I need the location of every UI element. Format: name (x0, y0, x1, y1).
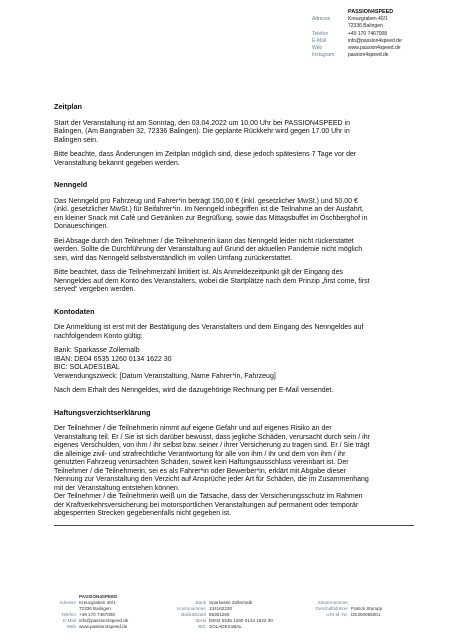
section-title-kontodaten: Kontodaten (54, 306, 95, 316)
letterhead-label: Adresse (312, 16, 331, 23)
letterhead-row (312, 31, 450, 38)
text-line: Nenngeldes auf dem Konto des Veranstalters, wobei die Startplätze nach dem Prinzip „first come, first (54, 277, 370, 285)
text-line: Start der Veranstaltung ist am Sonntag, den 03.04.2022 um 10.00 Uhr bei PASSION4SPEED in (54, 119, 350, 127)
paragraph (54, 151, 414, 168)
letterhead-value: www.passion4speed.de (348, 45, 401, 52)
letterhead-value: +49 170 7467008 (348, 30, 388, 37)
letterhead-label: Instagram (312, 52, 335, 59)
paragraph (54, 387, 414, 396)
letterhead-row (312, 45, 450, 52)
footer-tax (300, 600, 382, 618)
footer-value: Patrick Stumpp (351, 606, 383, 612)
text-line: Die Anmeldung ist erst mit der Bestätigung des Veranstalters und dem Eingang des Nenngeldes auf (54, 324, 364, 331)
footer-value: 65351260 (209, 612, 230, 618)
text-line: Veranstaltung bekannt gegeben werden. (54, 159, 180, 167)
footer-company: PASSION4SPEED (79, 594, 118, 599)
letterhead-value: info@passion4speed.de (348, 37, 402, 44)
bank-name: Bank: Sparkasse Zollernalb (54, 347, 140, 354)
bank-details (54, 347, 414, 381)
text-line: Balingen, (Am Bangraben 32, 72336 Balingen). Die geplante Rückkehr wird gegen 17.00 Uhr in (54, 128, 350, 135)
section-title-nenngeld: Nenngeld (54, 180, 88, 189)
bank-reference: Verwendungszweck: [Datum Veranstaltung, Name Fahrer*in, Fahrzeug] (54, 372, 276, 380)
paragraph (54, 120, 414, 146)
paragraph (54, 324, 414, 341)
letterhead-label (312, 23, 348, 30)
footer-label: Kontonummer (177, 606, 206, 612)
footer-label: Steuernummer (317, 600, 348, 605)
letterhead-row (312, 23, 450, 30)
section-title-zeitplan: Zeitplan (54, 102, 82, 111)
footer-contact (54, 594, 128, 631)
text-line: genutzten Fahrzeug verursachten Schäden, soweit kein Haftungsausschluss vereinbart ist. Der (54, 459, 349, 466)
letterhead-row (312, 38, 450, 45)
text-line: (inkl. gesetzlicher MwSt.) für Beifahrer*in. Im Nenngeld inbegriffen ist die Teilnahme an der Ausfahrt, (54, 206, 364, 213)
footer-value: DE300065001 (351, 612, 381, 618)
footer-value: DE04 6535 1260 0134 1622 30 (209, 618, 273, 624)
letterhead-value: passion4speed.de (348, 52, 389, 59)
footer-label: Geschäftsführer (315, 606, 348, 612)
footer-label: IBAN (195, 618, 206, 624)
letterhead-label: Web (312, 45, 323, 52)
footer-label: Adresse (59, 600, 76, 606)
letterhead-row (312, 16, 450, 23)
text-line: served“ vergeben werden. (54, 286, 136, 293)
text-line: der Kraftverkehrsversicherung bei motorsportlichen Veranstaltungen auf permanent oder temporär (54, 501, 359, 509)
text-line: Das Nenngeld pro Fahrzeug und Fahrer*in beträgt 150,00 € (inkl. gesetzlicher MwSt.) und 50,00 € (54, 197, 358, 205)
text-line: eigenes Verschulden, von ihm / ihr selbst bzw. seiner / ihrer Versicherung zu tragen sind. Er / Sie trägt (54, 442, 370, 449)
paragraph (54, 425, 414, 519)
text-line: mit der Veranstaltung entstehen können. (54, 484, 180, 492)
paragraph (54, 269, 414, 295)
text-line: Der Teilnehmer / die Teilnehmerin weiß um die Tatsache, dass der Versicherungsschutz im Rahmen (54, 493, 363, 500)
text-line: nachfolgendem Konto gültig: (54, 332, 143, 340)
footer-row (300, 612, 382, 618)
footer-label: E-Mail (62, 618, 76, 624)
bank-bic: BIC: SOLADES1BAL (54, 364, 120, 371)
text-line: ein kleiner Snack mit Café und Getränken zur Begrüßung, sowie das Mittagsbuffet im Öschberghof in (54, 214, 368, 222)
text-line: Teilnehmer / die Teilnehmerin, sei es als Fahrer*in oder Bewerber*in, erklärt mit Abgabe dieser (54, 467, 347, 475)
footer-value: www.passion4speed.de (79, 624, 128, 630)
text-line: Donaueschingen. (54, 223, 109, 230)
paragraph (54, 238, 414, 264)
footer-label: USt-Id.-Nr. (326, 612, 348, 618)
text-line: sein, wird das Nenngeld selbstverständlich im vollen Umfang zurückerstattet. (54, 254, 293, 262)
footer-value: info@passion4speed.de (79, 618, 129, 624)
footer-value: Kreuzgraben 40/1 (79, 600, 116, 606)
text-line: Veranstaltung teil. Er / Sie ist sich darüber bewusst, dass jegliche Schäden, verursacht durch sein / ihr (54, 433, 370, 441)
footer-value: 134162230 (209, 606, 232, 612)
footer-label: Bank (195, 600, 206, 605)
footer-value: SOLADES1BAL (209, 624, 242, 630)
footer-label: BIC (198, 624, 206, 630)
letterhead-value: Kreuzgraben 40/1 (348, 16, 388, 23)
footer-value: +49 170 7467008 (79, 612, 115, 618)
text-line: abgesperrten Strecken gegebenenfalls nicht gegeben ist. (54, 510, 232, 517)
bank-iban: IBAN: DE04 6535 1260 0134 1622 30 (54, 355, 172, 363)
text-line: Nennung zur Veranstaltung den Verzicht auf Ansprüche jeder Art für Schäden, die im Zusammenhang (54, 476, 369, 483)
text-line: Balingen sein. (54, 136, 98, 144)
footer-label: Bankleitzahl (181, 612, 206, 618)
text-line: werden. Sollte die Durchführung der Veranstaltung auf Grund der aktuellen Pandemie nicht möglich (54, 246, 363, 253)
text-line: Nach dem Erhalt des Nenngeldes, wird die dazugehörige Rechnung per E-Mail versendet. (54, 387, 334, 394)
footer-label: Web (66, 624, 76, 630)
section-title-haftung: Haftungsverzichtserklärung (54, 407, 151, 417)
paragraph (54, 198, 414, 232)
footer-value: 72336 Balingen (79, 606, 111, 612)
footer-row (168, 624, 273, 630)
document-body (54, 103, 414, 525)
letterhead-company: PASSION4SPEED (348, 9, 394, 15)
text-line: die alleinige zivil- und strafrechtliche Verantwortung für alle von ihm / ihr und dem von ihm / ihr (54, 450, 346, 458)
text-line: Bitte beachtet, dass die Teilnehmerzahl limitiert ist. Als Anmeldezeitpunkt gilt der Eingang des (54, 269, 343, 276)
footer-bank (168, 600, 273, 630)
footer-label: Telefon (61, 612, 76, 618)
letterhead (312, 9, 450, 59)
text-line: Bitte beachte, dass Änderungen im Zeitplan möglich sind, diese jedoch spätestens 7 Tage vor der (54, 151, 357, 158)
footer-row (54, 624, 128, 630)
letterhead-label: Telefon (312, 30, 329, 37)
text-line: Bei Absage durch den Teilnehmer / die Teilnehmerin kann das Nenngeld leider nicht rückerstattet (54, 237, 354, 245)
letterhead-label: E-Mail (312, 37, 327, 44)
letterhead-value: 72336 Balingen (348, 23, 383, 30)
divider (54, 525, 414, 526)
letterhead-row (312, 52, 450, 59)
text-line: Der Teilnehmer / die Teilnehmerin nimmt auf eigene Gefahr und auf eigenes Risiko an der (54, 425, 332, 432)
footer-value: Sparkasse Zollernalb (209, 600, 253, 605)
